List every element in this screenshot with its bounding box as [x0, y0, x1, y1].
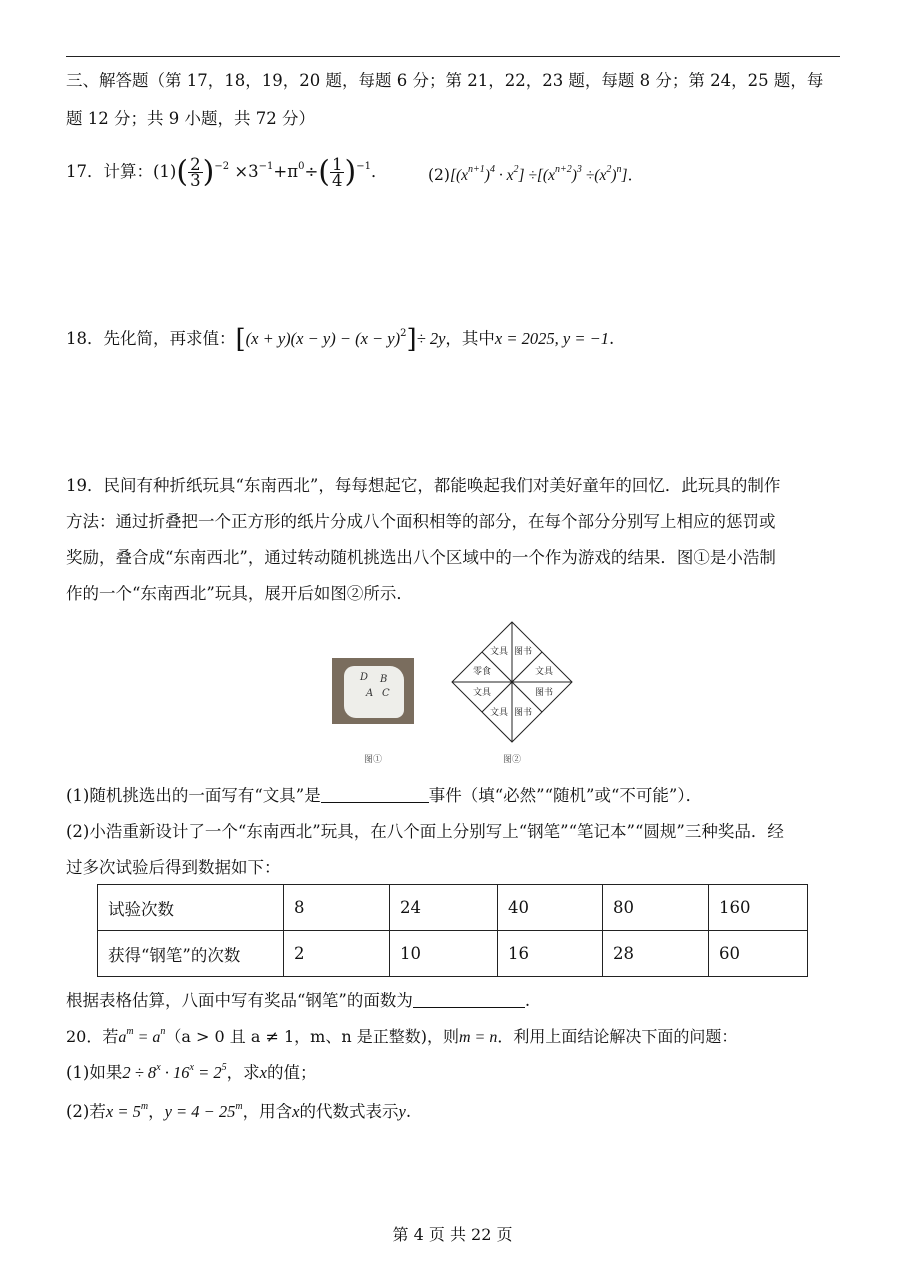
fig2-label-1: 文具: [489, 647, 509, 657]
q17-fraction-2: $\frac{1}{4}$: [331, 155, 343, 190]
question-18: 18．先化简，再求值：$[(x + y)(x - y) - (x - y)^2]\div 2y$，其中x = 2025, y = −1.: [66, 324, 615, 355]
q18-label: 18．先化简，再求值：: [66, 329, 236, 348]
table-cell: 40: [498, 885, 603, 931]
fig2-label-8: 图书: [513, 708, 533, 718]
fig1-label-d: D: [360, 672, 369, 683]
table-cell: 80: [603, 885, 709, 931]
figure-1-photo: [332, 658, 414, 724]
q17-fraction-1: $\frac{2}{3}$: [190, 155, 201, 190]
section-heading-line1: 三、解答题（第 17，18，19，20 题，每题 6 分；第 21，22，23 题，每题 8 分；第 24，25 题，每: [66, 71, 824, 90]
answer-blank-1[interactable]: [321, 784, 429, 803]
figure-2-caption: 图②: [503, 755, 522, 765]
table-row: [98, 885, 808, 931]
q17-label: 17．计算：(1): [66, 162, 177, 181]
q19-sub2-after: 根据表格估算，八面中写有奖品“钢笔”的面数为 .: [66, 991, 531, 1010]
table-cell: 8: [284, 885, 390, 931]
q19-line4: 作的一个“东南西北”玩具，展开后如图②所示．: [66, 584, 413, 603]
q19-line3: 奖励，叠合成“东南西北”，通过转动随机挑选出八个区域中的一个作为游戏的结果．图①是小浩制: [66, 548, 776, 567]
fig2-label-7: 文具: [489, 708, 509, 718]
table-cell: 24: [390, 885, 498, 931]
figure-2-diagram: [450, 620, 574, 744]
fig2-label-4: 文具: [534, 667, 554, 677]
table-header-trials: 试验次数: [98, 885, 284, 931]
table-cell: 28: [603, 931, 709, 977]
fig2-label-6: 图书: [534, 688, 554, 698]
q19-line1: 19．民间有种折纸玩具“东南西北”，每每想起它，都能唤起我们对美好童年的回忆．此玩具的制作: [66, 476, 781, 495]
question-17: 17．计算：(1)( $\frac{2}{3}$ )$^{-2} \times 3^{-1}+\pi^0\div$( $\frac{1}{4}$ )$^{-1}$．: [66, 154, 388, 190]
table-row: [98, 931, 808, 977]
q19-sub2-line2: 过多次试验后得到数据如下：: [66, 858, 281, 877]
q19-sub2-line1: (2)小浩重新设计了一个“东南西北”玩具，在八个面上分别写上“钢笔”“笔记本”“圆规”三种奖品．经: [66, 822, 784, 841]
q18-condition: x = 2025, y = −1: [494, 329, 609, 348]
q18-expression: (x + y)(x − y) − (x − y): [245, 329, 401, 348]
figure-1-caption: 图①: [364, 755, 383, 765]
fig2-label-2: 图书: [513, 647, 533, 657]
page-footer: 第 4 页 共 22 页: [392, 1225, 513, 1244]
table-cell: 10: [390, 931, 498, 977]
q19-sub1: (1)随机挑选出的一面写有“文具”是 事件（填“必然”“随机”或“不可能”）．: [66, 786, 703, 805]
q20-sub2: (2)若$x = 5^m$，$y = 4 - 25^m$，用含x的代数式表示y.: [66, 1101, 412, 1121]
q20-sub1: (1)如果$2 \div 8^x \cdot 16^x = 2^5$，求x的值；: [66, 1062, 317, 1082]
q19-line2: 方法：通过折叠把一个正方形的纸片分成八个面积相等的部分，在每个部分分别写上相应的惩罚或: [66, 512, 776, 531]
fig2-label-3: 零食: [472, 667, 492, 677]
top-rule: [66, 56, 840, 57]
table-cell: 16: [498, 931, 603, 977]
table-cell: 2: [284, 931, 390, 977]
table-cell: 60: [709, 931, 808, 977]
table-cell: 160: [709, 885, 808, 931]
question-17-part2: $(2)[(x^{n+1})^4 \cdot x^2] \div[(x^{n+2})^3 \div(x^2)^n]$．: [428, 164, 644, 184]
trial-data-table: [97, 884, 808, 977]
question-20: 20．若$a^m = a^n(a > 0$ 且 a ≠ 1，m、n 是正整数)，则m = n．利用上面结论解决下面的问题：: [66, 1026, 738, 1046]
fig2-label-5: 文具: [472, 688, 492, 698]
fig1-label-a: A: [366, 688, 374, 699]
fig1-label-c: C: [382, 688, 390, 699]
fig1-label-b: B: [380, 674, 388, 685]
answer-blank-2[interactable]: [413, 989, 525, 1008]
table-header-pen-count: 获得“钢笔”的次数: [98, 931, 284, 977]
section-heading-line2: 题 12 分；共 9 小题，共 72 分）: [66, 109, 315, 128]
